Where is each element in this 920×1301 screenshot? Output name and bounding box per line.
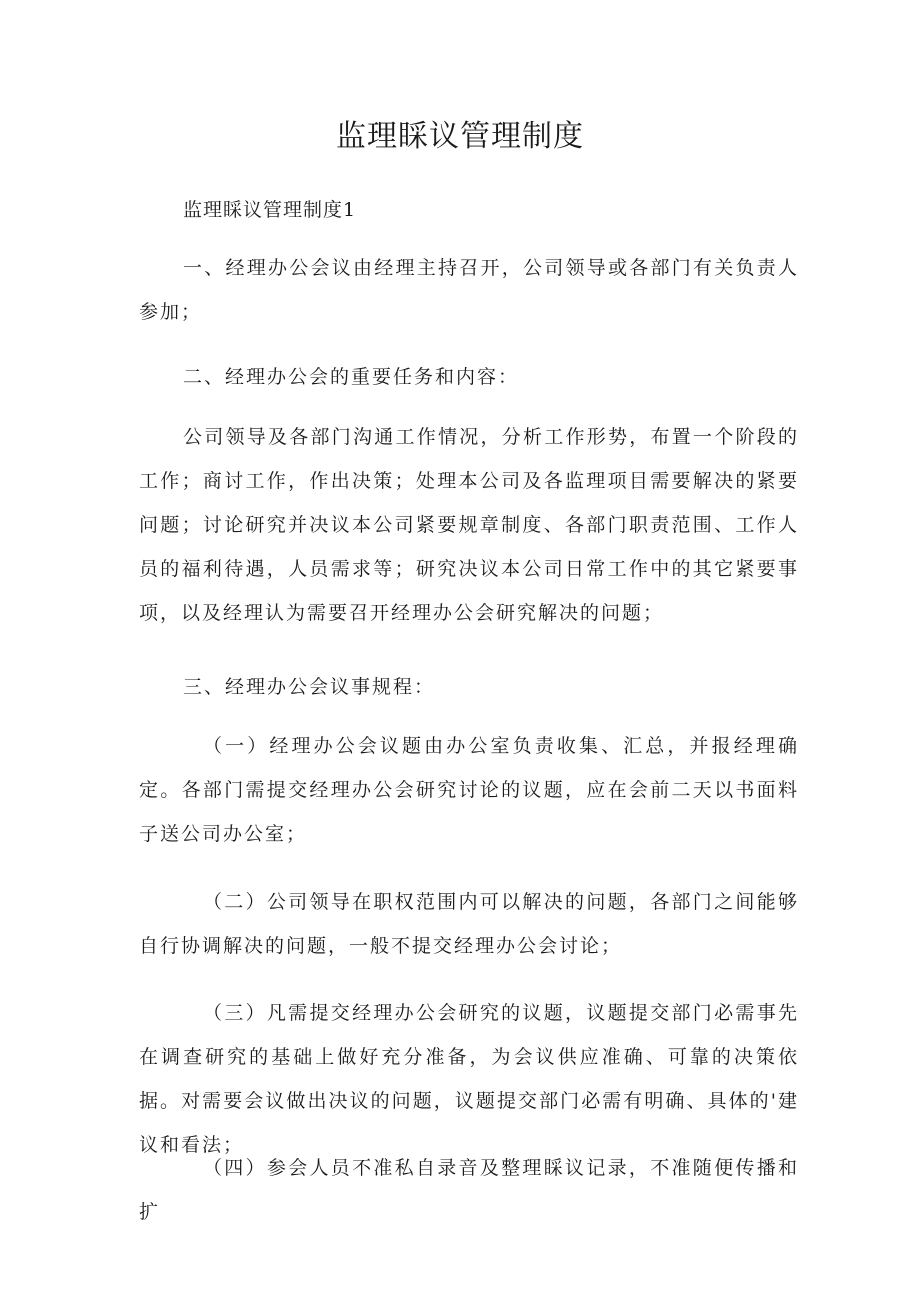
document-subtitle: 监理睬议管理制度1 <box>183 199 357 221</box>
document-title: 监理睬议管理制度 <box>336 119 584 154</box>
paragraph-3: 公司领导及各部门沟通工作情况，分析工作形势，布置一个阶段的工作；商讨工作，作出决策；处理本公司及各监理项目需要解决的紧要问题；讨论研究并决议本公司紧要规章制度、各部门职责范围、工作人员的福利待遇，人员需求等；研究决议本公司日常工作中的其它紧要事项，以及经理认为需要召开经理办公会研究解决的问题； <box>139 426 799 624</box>
paragraph-8: （四）参会人员不准私自录音及整理睬议记录，不准随便传播和扩 <box>139 1157 799 1223</box>
paragraph-2: 二、经理办公会的重要任务和内容： <box>183 366 520 388</box>
paragraph-5: （一）经理办公会议题由办公室负责收集、汇总，并报经理确定。各部门需提交经理办公会研究讨论的议题，应在会前二天以书面料子送公司办公室； <box>139 735 799 845</box>
paragraph-1: 一、经理办公会议由经理主持召开，公司领导或各部门有关负责人参加； <box>139 257 799 323</box>
paragraph-6: （二）公司领导在职权范围内可以解决的问题，各部门之间能够自行协调解决的问题，一般不提交经理办公会讨论； <box>139 891 799 957</box>
paragraph-7: （三）凡需提交经理办公会研究的议题，议题提交部门必需事先在调查研究的基础上做好充分准备，为会议供应准确、可靠的决策依据。对需要会议做出决议的问题，议题提交部门必需有明确、具体的'建议和看法； <box>139 1002 799 1156</box>
paragraph-4: 三、经理办公会议事规程： <box>183 676 436 698</box>
